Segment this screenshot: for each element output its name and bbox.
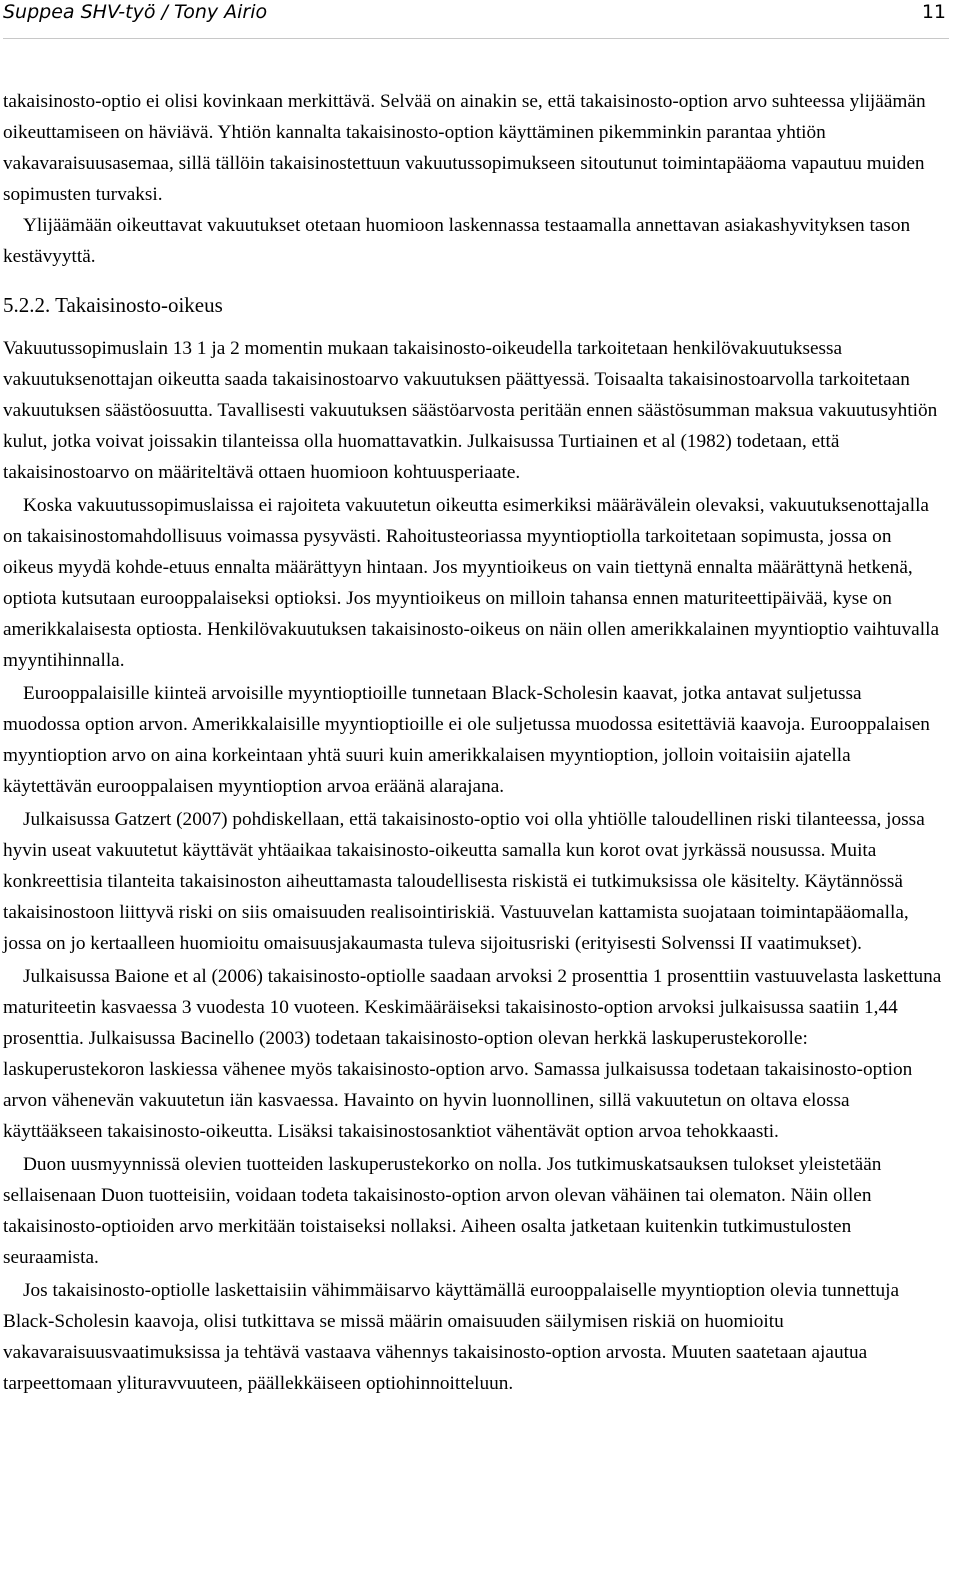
paragraph: Eurooppalaisille kiinteä arvoisille myyntioptioille tunnetaan Black-Scholesin kaavat, jotka antavat suljetussa muodossa option arvon. Amerikkalaisille myyntioptioille ei ole suljetussa muodossa esitettäviä kaavoja. Eurooppalaisen myyntioption arvo on aina korkeintaan yhtä suuri kuin amerikkalaisen myyntioption, jolloin voitaisiin ajatella käytettävän eurooppalaisen myyntioption arvoa eräänä alarajana. — [3, 683, 930, 797]
paragraph: Duon uusmyynnissä olevien tuotteiden laskuperustekorko on nolla. Jos tutkimuskatsauksen tulokset yleistetään sellaisenaan Duon tuotteisiin, voidaan todeta takaisinosto-option arvon olevan vähäinen tai olematon. Näin ollen takaisinosto-optioiden arvo merkitään toistaiseksi nollaksi. Aiheen osalta jatketaan kuitenkin tutkimustulosten seuraamista. — [3, 1154, 882, 1268]
section-heading: 5.2.2. Takaisinosto-oikeus — [3, 293, 223, 317]
page-header — [3, 0, 949, 39]
paragraph: Julkaisussa Gatzert (2007) pohdiskellaan, että takaisinosto-optio voi olla yhtiölle taloudellinen riski tilanteessa, jossa hyvin useat vakuutetut käyttävät yhtäaikaa takaisinosto-oikeutta samalla kun korot ovat jyrkässä nousussa. Muita konkreettisia tilanteita takaisinoston aiheuttamasta taloudellisesta riskistä ei tutkimuksissa ole käsitelty. Käytännössä takaisinostoon liittyvä riski on siis omaisuuden realisointiriskiä. Vastuuvelan kattamista suojataan toimintapääomalla, jossa on jo kertaalleen huomioitu omaisuusjakaumasta tuleva sijoitusriski (erityisesti Solvenssi II vaatimukset). — [3, 809, 925, 954]
document-body — [3, 86, 943, 1399]
paragraph: Koska vakuutussopimuslaissa ei rajoiteta vakuutetun oikeutta esimerkiksi määrävälein olevaksi, vakuutuksenottajalla on takaisinostomahdollisuus voimassa pysyvästi. Rahoitusteoriassa myyntioptiolla tarkoitetaan sopimusta, jossa on oikeus myydä kohde-etuus ennalta määrättyyn hintaan. Jos myyntioikeus on vain tiettynä ennalta määrättynä hetkenä, optiota kutsutaan eurooppalaiseksi optioksi. Jos myyntioikeus on milloin tahansa ennen maturiteettipäivää, kyse on amerikkalaisesta optiosta. Henkilövakuutuksen takaisinosto-oikeus on näin ollen amerikkalainen myyntioptio vaihtuvalla myyntihinnalla. — [3, 495, 939, 671]
paragraph: Jos takaisinosto-optiolle laskettaisiin vähimmäisarvo käyttämällä eurooppalaiselle myyntioption olevia tunnettuja Black-Scholesin kaavoja, olisi tutkittava se missä määrin omaisuuden säilymisen riskiä on huomioitu vakavaraisuusvaatimuksissa ja tehtävä vastaava vähennys takaisinosto-option arvosta. Muuten saatetaan ajautua tarpeettomaan ylituravvuuteen, päällekkäiseen optiohinnoitteluun. — [3, 1280, 900, 1394]
page-number: 11 — [921, 1, 946, 23]
paragraph: Ylijäämään oikeuttavat vakuutukset otetaan huomioon laskennassa testaamalla annettavan asiakashyvityksen tason kestävyyttä. — [3, 215, 911, 267]
paragraph: takaisinosto-optio ei olisi kovinkaan merkittävä. Selvää on ainakin se, että takaisinosto-option arvo suhteessa ylijäämän oikeuttamiseen on häviävä. Yhtiön kannalta takaisinosto-option käyttäminen pikemminkin parantaa yhtiön vakavaraisuusasemaa, sillä tällöin takaisinostettuun vakuutussopimukseen sitoutunut toimintapääoma vapautuu muiden sopimusten turvaksi. — [3, 91, 926, 205]
paragraph: Julkaisussa Baione et al (2006) takaisinosto-optiolle saadaan arvoksi 2 prosenttia 1 prosenttiin vastuuvelasta laskettuna maturiteetin kasvaessa 3 vuodesta 10 vuoteen. Keskimääräiseksi takaisinosto-option arvoksi julkaisussa saatiin 1,44 prosenttia. Julkaisussa Bacinello (2003) todetaan takaisinosto-option olevan herkkä laskuperustekorolle: laskuperustekoron laskiessa vähenee myös takaisinosto-option arvo. Samassa julkaisussa todetaan takaisinosto-option arvon vähenevän vakuutetun iän kasvaessa. Havainto on hyvin luonnollinen, sillä vakuutetun on oltava elossa käyttääkseen takaisinosto-oikeutta. Lisäksi takaisinostosanktiot vähentävät option arvoa tehokkaasti. — [3, 966, 942, 1142]
running-header-title: Suppea SHV-työ / Tony Airio — [3, 1, 268, 23]
paragraph: Vakuutussopimuslain 13 1 ja 2 momentin mukaan takaisinosto-oikeudella tarkoitetaan henkilövakuutuksessa vakuutuksenottajan oikeutta saada takaisinostoarvo vakuutuksen päättyessä. Toisaalta takaisinostoarvolla tarkoitetaan vakuutuksen säästöosuutta. Tavallisesti vakuutuksen säästöarvosta peritään ennen säästösumman maksua vakuutusyhtiön kulut, jotka voivat joissakin tilanteissa olla huomattavatkin. Julkaisussa Turtiainen et al (1982) todetaan, että takaisinostoarvo on määriteltävä ottaen huomioon kohtuusperiaate. — [3, 338, 938, 483]
